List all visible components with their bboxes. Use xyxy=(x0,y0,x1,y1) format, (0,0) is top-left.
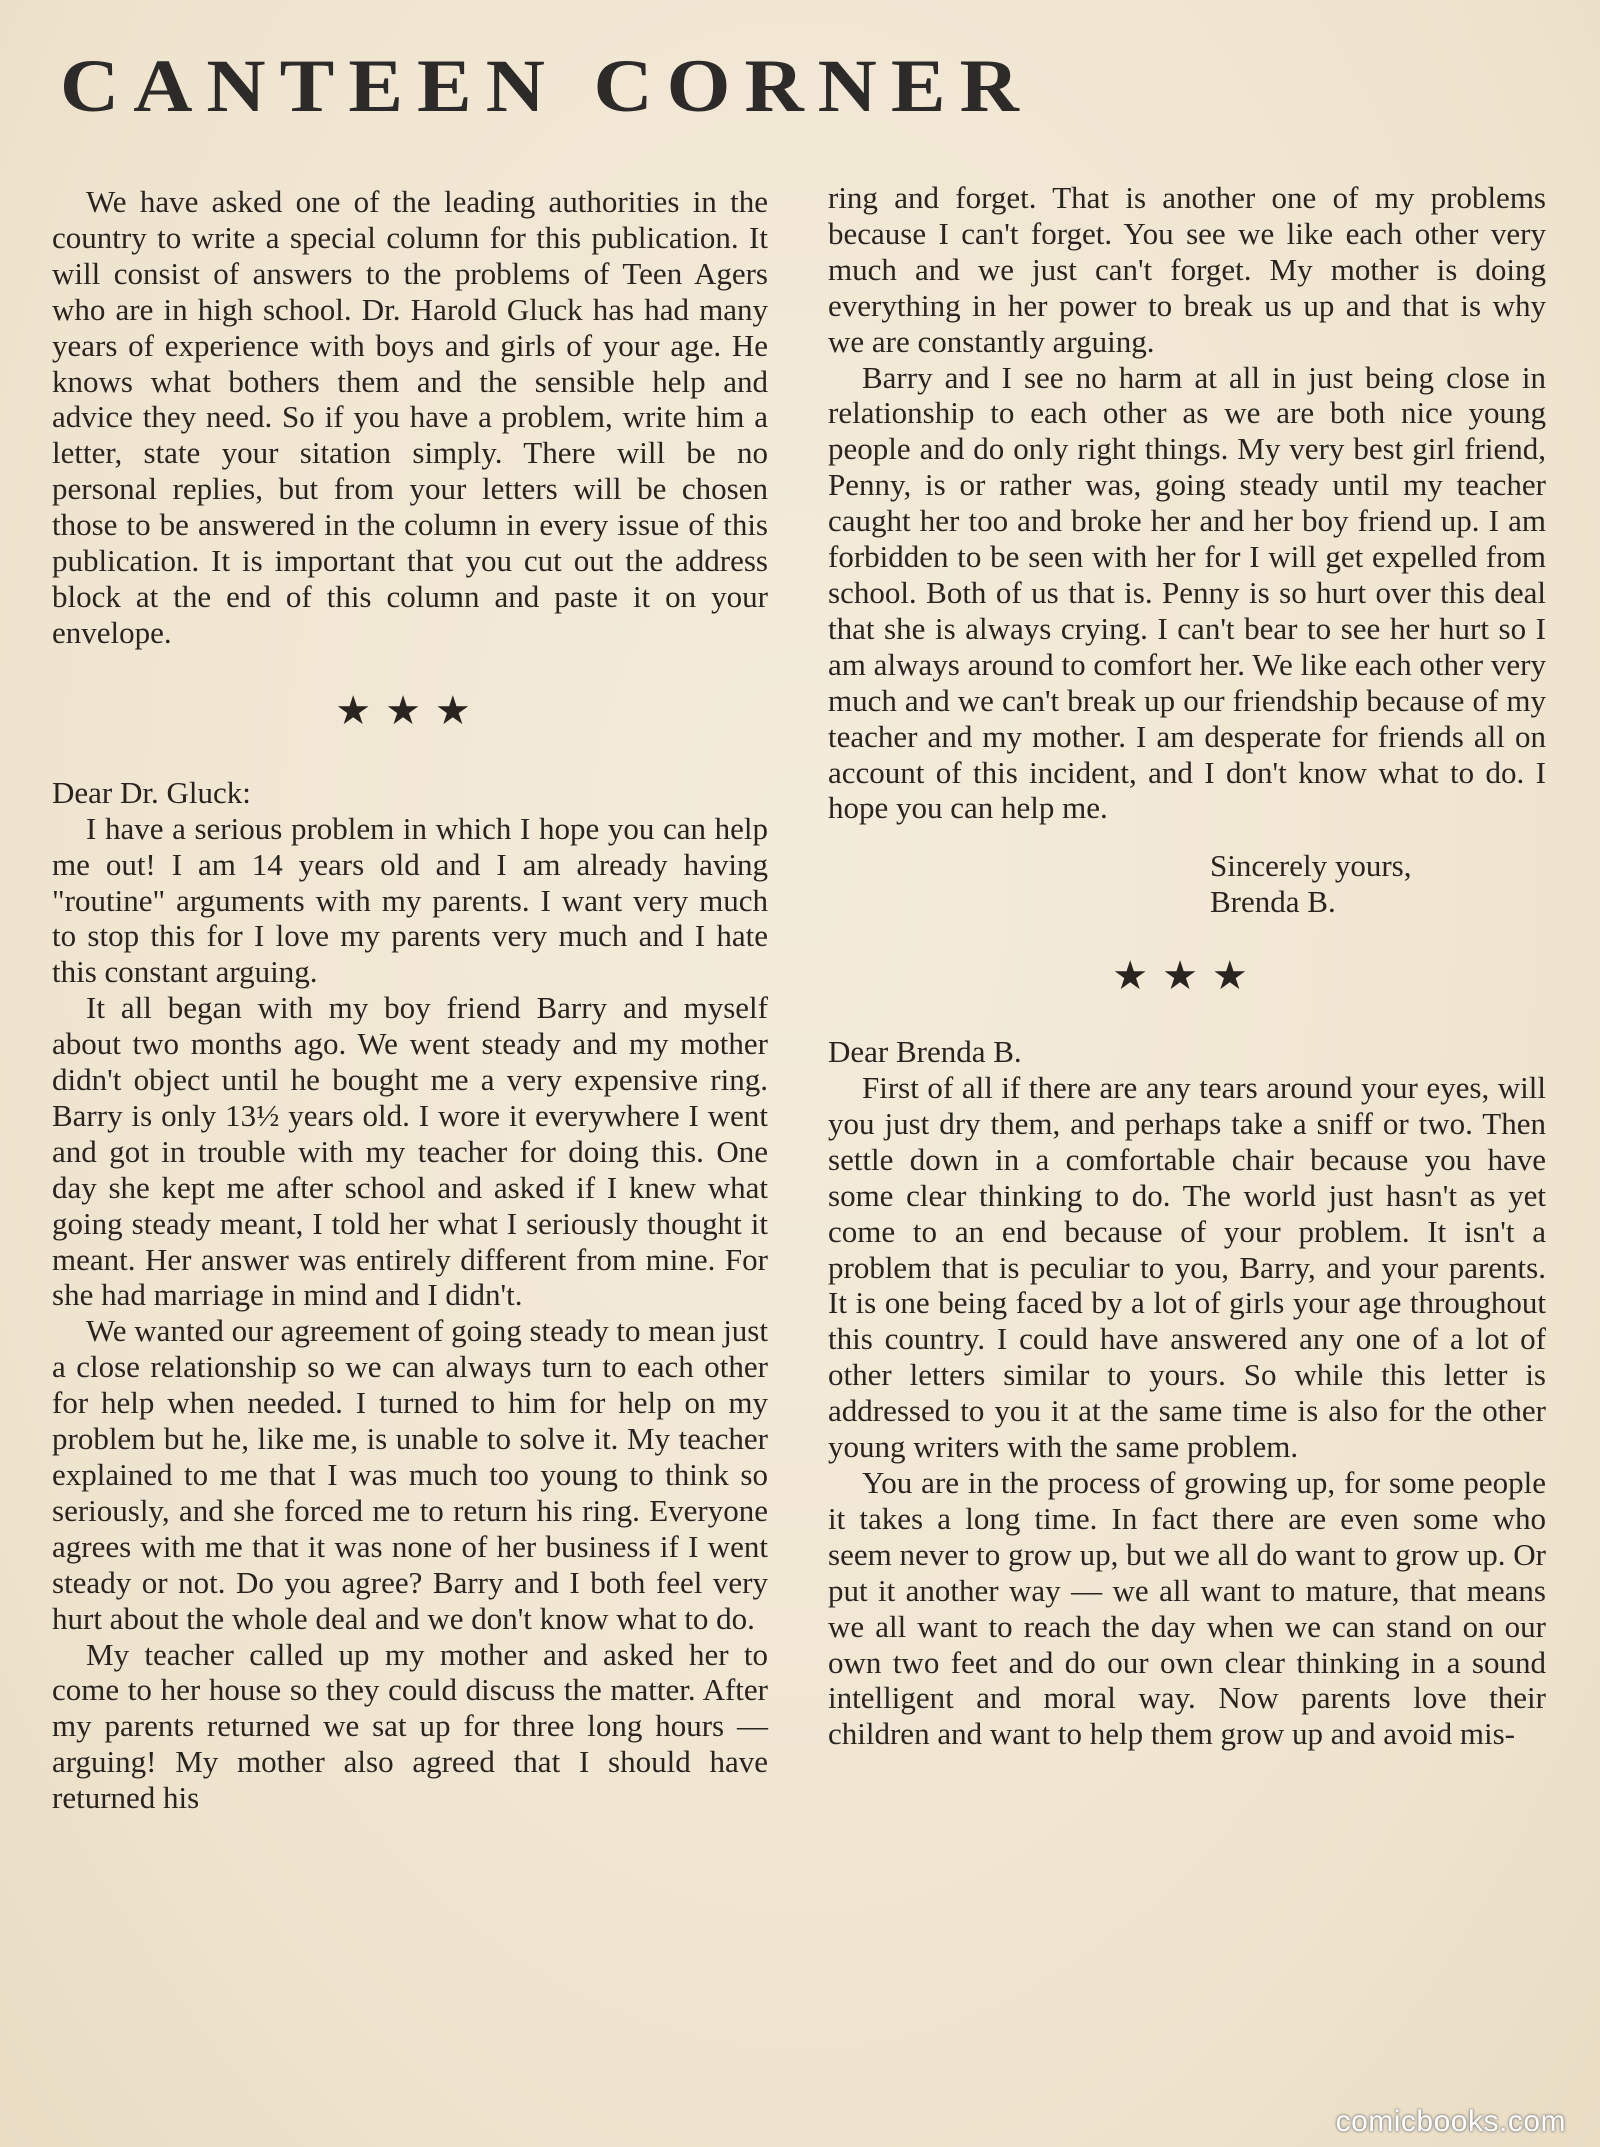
site-watermark: comicbooks.com xyxy=(1335,2105,1566,2138)
letter-paragraph-continued: ring and forget. That is another one of my problems because I can't forget. You see we like each other very much and we just can't forget. My mother is doing everything in her power to break us up and that is why we are constantly arguing. xyxy=(828,180,1546,359)
letter-signature: Brenda B. xyxy=(1210,884,1336,920)
page-title: CANTEEN CORNER xyxy=(60,43,1033,128)
star-divider: ★★★ xyxy=(1112,953,1262,999)
reply-paragraph: First of all if there are any tears around your eyes, will you just dry them, and perhaps take a sniff or two. Then settle down in a comfortable chair because you have some clear thinking to do. The world just hasn't as yet come to an end because of your problem. It isn't a problem that is peculiar to you, Barry, and your parents. It is one being faced by a lot of girls your age throughout this country. I could have answered any one of a lot of other letters similar to yours. So while this letter is addressed to you it at the same time is also for the other young writers with the same problem. xyxy=(828,1070,1546,1465)
reply-salutation: Dear Brenda B. xyxy=(828,1034,1022,1070)
reply-paragraph: You are in the process of growing up, for some people it takes a long time. In fact there are even some who seem never to grow up, but we all do want to grow up. Or put it another way — we all want to mature, that means we all want to reach the day when we can stand on our own two feet and do our own clear thinking in a sound intelligent and moral way. Now parents love their children and want to help them grow up and avoid mis- xyxy=(828,1465,1546,1752)
right-column xyxy=(828,180,1546,1752)
left-column xyxy=(52,184,768,1816)
letter-paragraph: I have a serious problem in which I hope you can help me out! I am 14 years old and I am already having "routine" arguments with my parents. I want very much to stop this for I love my parents very much and I hate this constant arguing. xyxy=(52,810,768,990)
letter-paragraph: It all began with my boy friend Barry and myself about two months ago. We went steady and my mother didn't object until he bought me a very expensive ring. Barry is only 13½ years old. I wore it everywhere I went and got in trouble with my teacher for doing this. One day she kept me after school and asked if I knew what going steady meant, I told her what I seriously thought it meant. Her answer was entirely different from mine. For she had marriage in mind and I didn't. xyxy=(52,990,768,1313)
letter-paragraph: My teacher called up my mother and asked her to come to her house so they could discuss the matter. After my parents returned we sat up for three long hours — arguing! My mother also agreed that I should have returned his xyxy=(52,1636,768,1816)
letter-salutation: Dear Dr. Gluck: xyxy=(52,774,251,810)
letter-paragraph: Barry and I see no harm at all in just being close in relationship to each other as we are both nice young people and do only right things. My very best girl friend, Penny, is or rather was, going steady until my teacher caught her too and broke her and her boy friend up. I am forbidden to be seen with her for I will get expelled from school. Both of us that is. Penny is so hurt over this deal that she is always crying. I can't bear to see her hurt so I am always around to comfort her. We like each other very much and we can't break up our friendship because of my teacher and my mother. I am desperate for friends all on account of this incident, and I don't know what to do. I hope you can help me. xyxy=(828,359,1546,826)
star-divider: ★★★ xyxy=(335,687,485,733)
intro-paragraph: We have asked one of the leading authorities in the country to write a special column for this publication. It will consist of answers to the problems of Teen Agers who are in high school. Dr. Harold Gluck has had many years of experience with boys and girls of your age. He knows what bothers them and the sensible help and advice they need. So if you have a problem, write him a letter, state your sitation simply. There will be no personal replies, but from your letters will be chosen those to be answered in the column in every issue of this publication. It is important that you cut out the address block at the end of this column and paste it on your envelope. xyxy=(52,184,768,650)
letter-paragraph: We wanted our agreement of going steady to mean just a close relationship so we can always turn to each other for help when needed. I turned to him for help on my problem but he, like me, is unable to solve it. My teacher explained to me that I was much too young to think so seriously, and she forced me to return his ring. Everyone agrees with me that it was none of her business if I went steady or not. Do you agree? Barry and I both feel very hurt about the whole deal and we don't know what to do. xyxy=(52,1313,768,1636)
letter-closing: Sincerely yours, xyxy=(1210,848,1412,884)
